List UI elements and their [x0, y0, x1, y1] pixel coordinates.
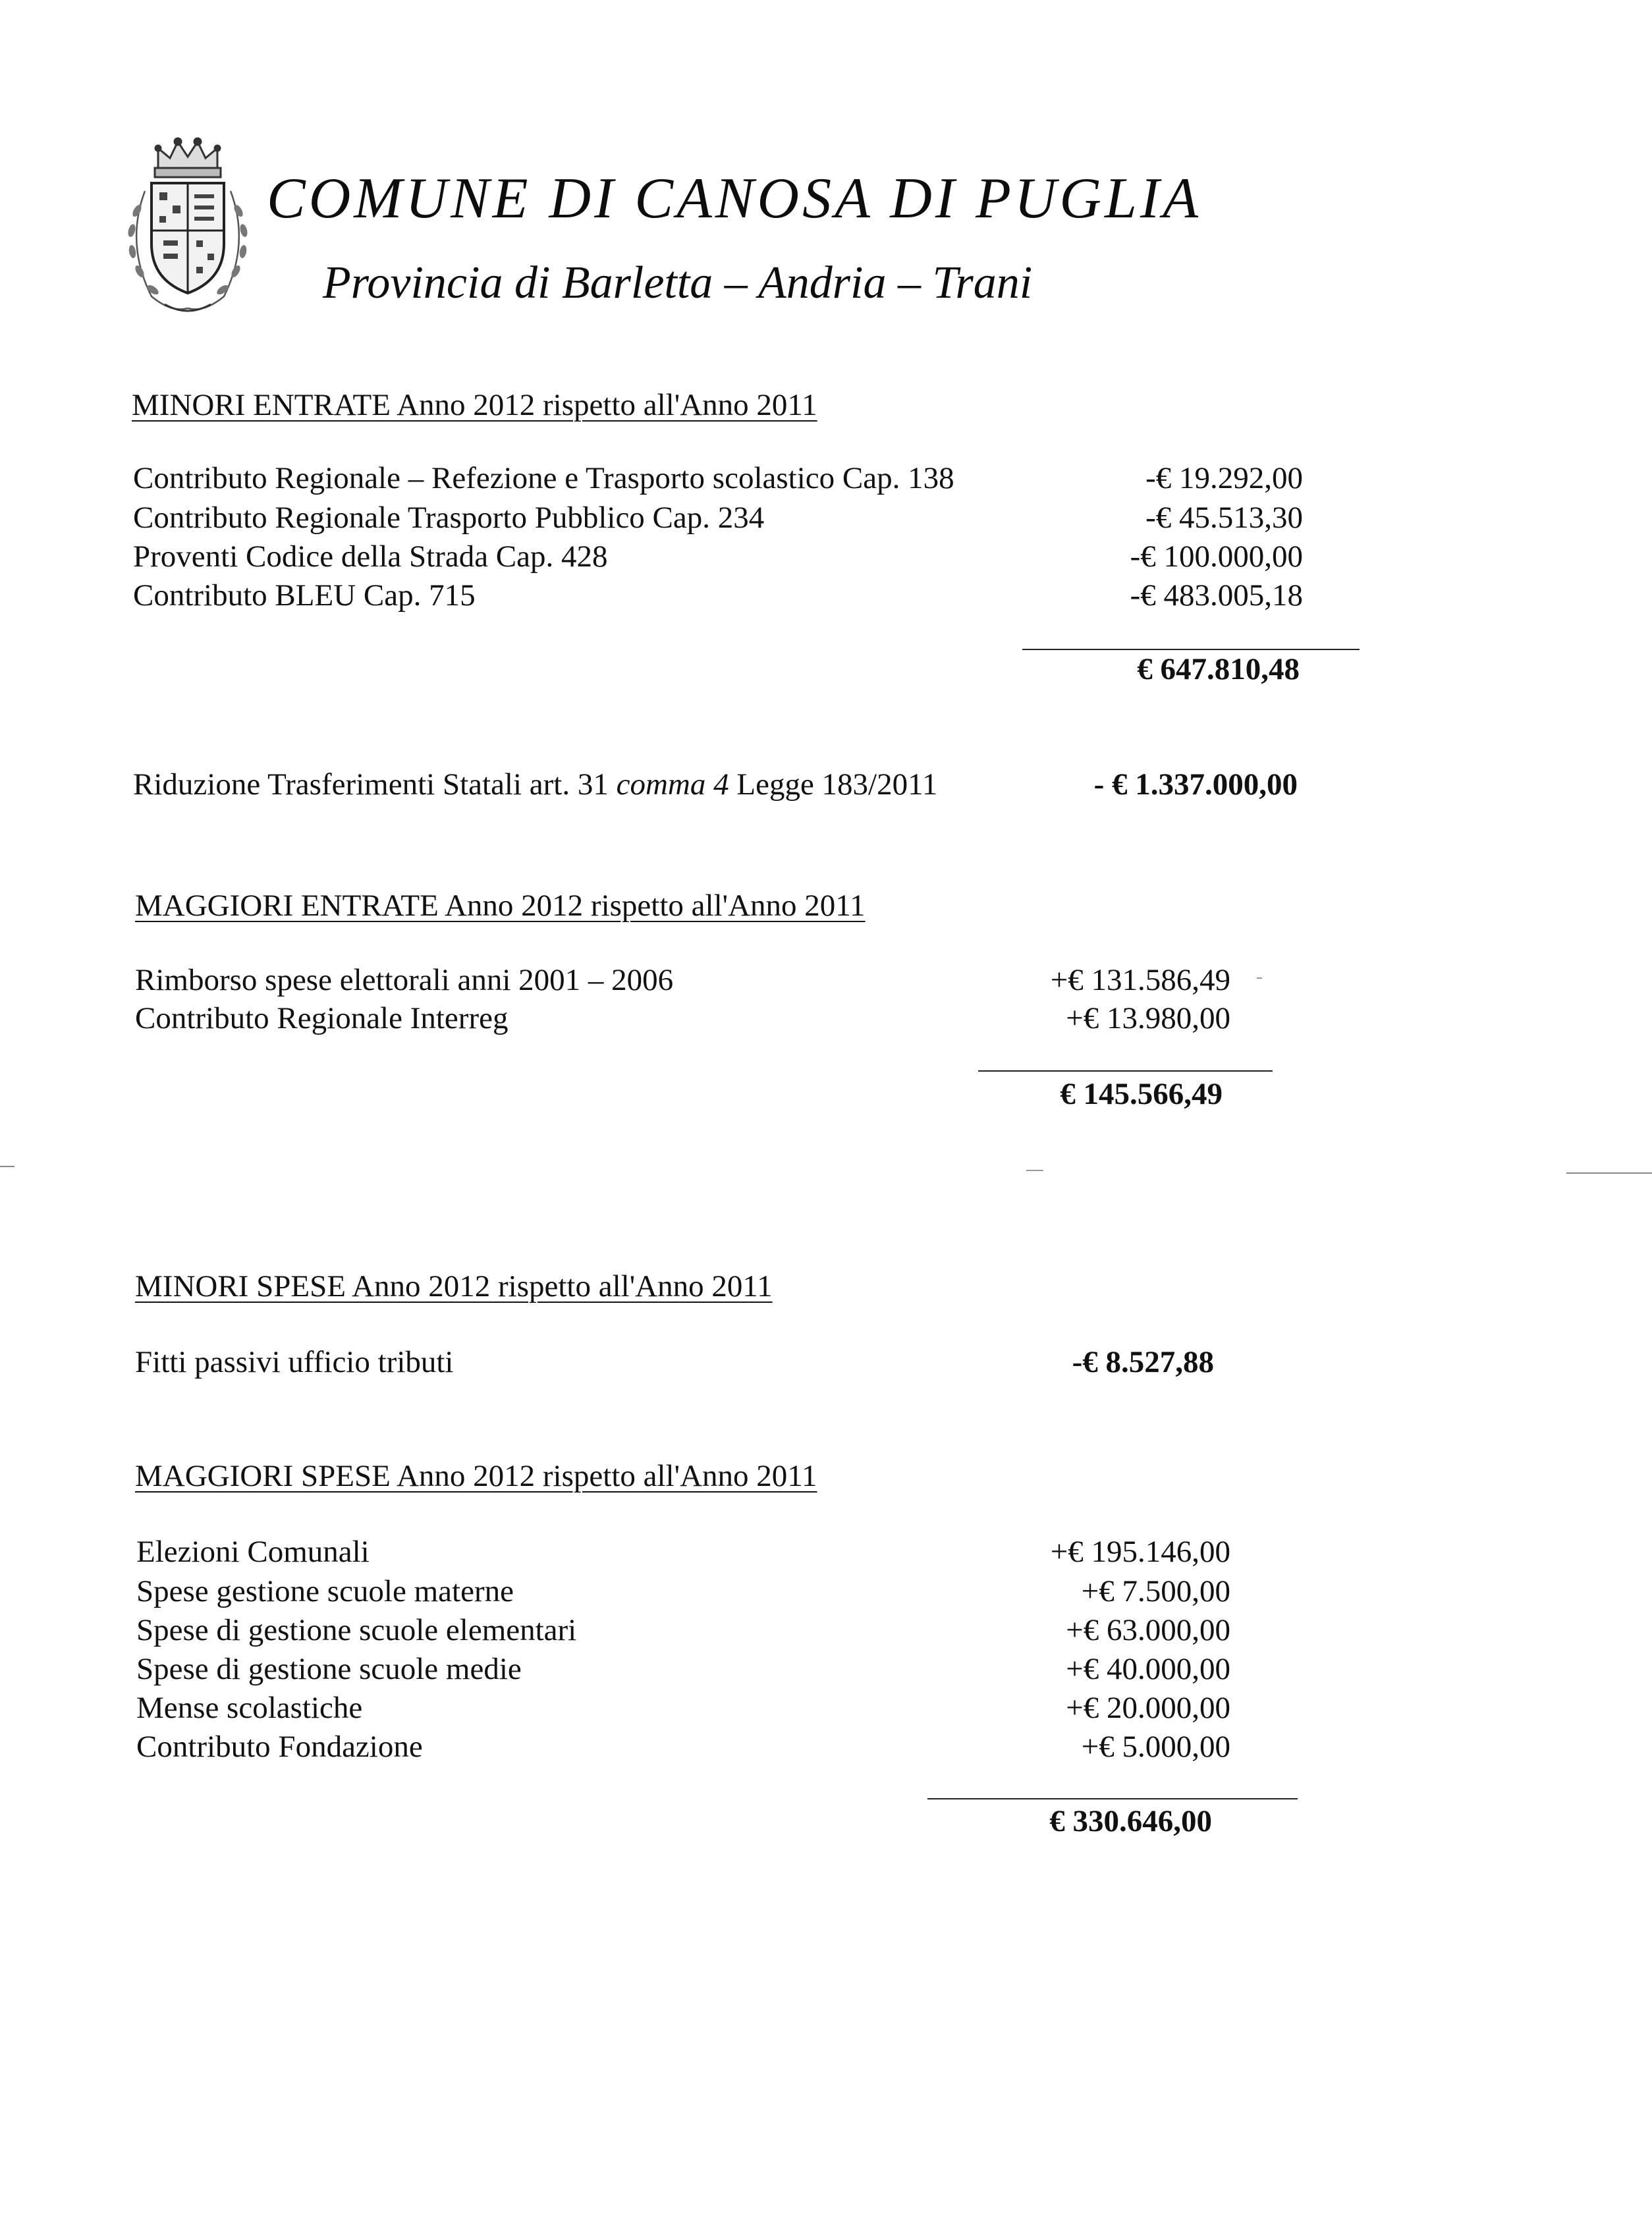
- section-heading-minori-spese: MINORI SPESE Anno 2012 rispetto all'Anno 2011: [135, 1269, 773, 1303]
- line-item-amount: +€ 131.586,49: [1050, 963, 1230, 997]
- line-item-amount: -€ 100.000,00: [1130, 539, 1303, 574]
- line-item-label: Contributo Fondazione: [136, 1730, 423, 1764]
- line-item-label: Proventi Codice della Strada Cap. 428: [133, 539, 608, 574]
- page-title: COMUNE DI CANOSA DI PUGLIA: [267, 167, 1201, 231]
- line-item-amount: +€ 63.000,00: [1066, 1613, 1230, 1647]
- section-heading-maggiori-entrate: MAGGIORI ENTRATE Anno 2012 rispetto all'Anno 2011: [135, 889, 866, 923]
- line-item-amount: -€ 45.513,30: [1145, 501, 1303, 535]
- total-rule: [927, 1798, 1298, 1799]
- coat-of-arms-icon: [112, 132, 263, 323]
- line-item-label: Contributo BLEU Cap. 715: [133, 578, 476, 613]
- riduzione-amount: - € 1.337.000,00: [1093, 767, 1298, 802]
- line-item-amount: +€ 20.000,00: [1066, 1691, 1230, 1725]
- section-total-minori-entrate: € 647.810,48: [1137, 652, 1300, 686]
- line-item-label: Spese di gestione scuole medie: [136, 1652, 522, 1686]
- section-heading-minori-entrate: MINORI ENTRATE Anno 2012 rispetto all'Anno 2011: [132, 388, 817, 422]
- line-item-amount: +€ 195.146,00: [1050, 1535, 1230, 1569]
- line-item-label: Contributo Regionale – Refezione e Trasporto scolastico Cap. 138: [133, 461, 954, 495]
- line-item-label: Elezioni Comunali: [136, 1535, 370, 1569]
- total-rule: [978, 1070, 1273, 1072]
- line-item-amount: +€ 7.500,00: [1081, 1574, 1230, 1608]
- section-total-maggiori-entrate: € 145.566,49: [1060, 1077, 1223, 1111]
- section-total-maggiori-spese: € 330.646,00: [1049, 1804, 1212, 1838]
- line-item-label: Spese gestione scuole materne: [136, 1574, 514, 1608]
- scan-speck: [1026, 1170, 1043, 1171]
- section-heading-maggiori-spese: MAGGIORI SPESE Anno 2012 rispetto all'Anno 2011: [135, 1459, 817, 1493]
- page-subtitle: Provincia di Barletta – Andria – Trani: [323, 258, 1033, 308]
- line-item-amount: +€ 13.980,00: [1066, 1001, 1230, 1035]
- total-rule: [1022, 649, 1360, 650]
- scan-edge-mark: [0, 1166, 14, 1167]
- scan-speck: [1257, 977, 1262, 979]
- line-item-label: Spese di gestione scuole elementari: [136, 1613, 577, 1647]
- line-item-label: Contributo Regionale Trasporto Pubblico Cap. 234: [133, 501, 765, 535]
- line-item-amount: +€ 40.000,00: [1066, 1652, 1230, 1686]
- line-item-amount: -€ 19.292,00: [1145, 461, 1303, 495]
- line-item-amount: -€ 8.527,88: [1072, 1345, 1214, 1379]
- scan-edge-mark: [1566, 1172, 1652, 1174]
- line-item-amount: -€ 483.005,18: [1130, 578, 1303, 613]
- line-item-label: Fitti passivi ufficio tributi: [135, 1345, 454, 1379]
- line-item-label: Mense scolastiche: [136, 1691, 363, 1725]
- line-item-label: Contributo Regionale Interreg: [135, 1001, 509, 1035]
- line-item-amount: +€ 5.000,00: [1081, 1730, 1230, 1764]
- riduzione-label: Riduzione Trasferimenti Statali art. 31 comma 4 Legge 183/2011: [133, 767, 938, 802]
- line-item-label: Rimborso spese elettorali anni 2001 – 2006: [135, 963, 674, 997]
